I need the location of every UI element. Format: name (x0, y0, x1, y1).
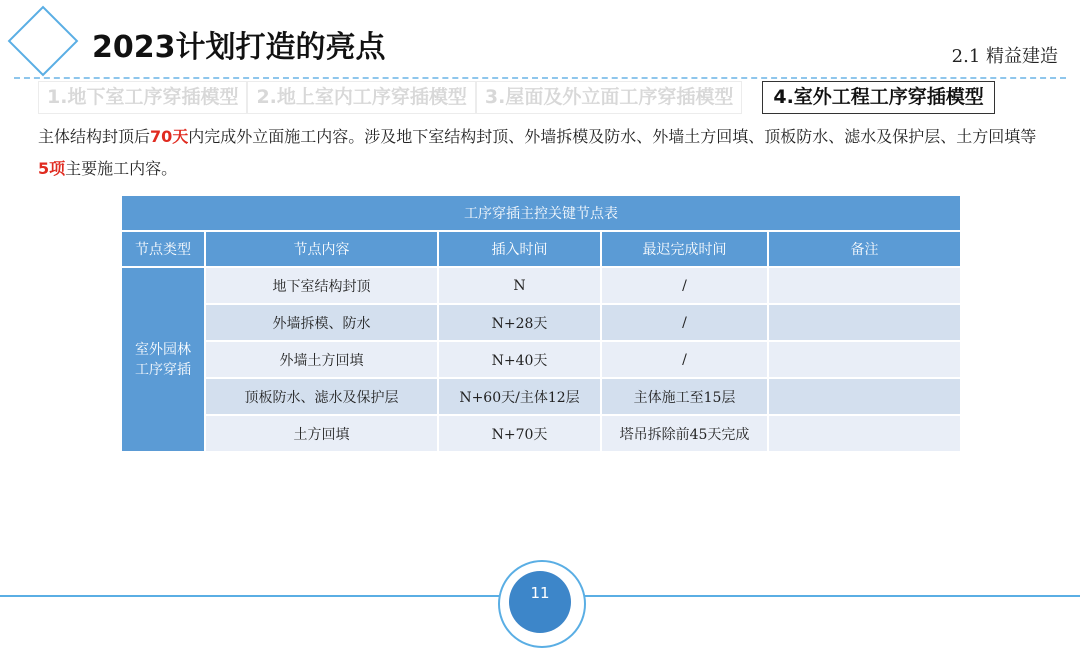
cell-note (768, 378, 961, 415)
intro-text-2: 内完成外立面施工内容。涉及地下室结构封顶、外墙拆模及防水、外墙土方回填、顶板防水、滤水及保护层、土方回填等 (188, 127, 1037, 146)
intro-count-highlight: 5项 (38, 159, 66, 178)
intro-days-highlight: 70天 (150, 127, 189, 146)
cell-insert-time: N (438, 267, 601, 304)
tab-indoor-model[interactable]: 2.地上室内工序穿插模型 (247, 81, 475, 114)
cell-insert-time: N+70天 (438, 415, 601, 452)
cell-deadline: 主体施工至15层 (601, 378, 768, 415)
cell-content: 土方回填 (205, 415, 438, 452)
cell-note (768, 304, 961, 341)
node-table (120, 194, 962, 453)
table-row (121, 267, 961, 304)
tab-basement-model[interactable]: 1.地下室工序穿插模型 (38, 81, 247, 114)
table-row (121, 304, 961, 341)
cell-deadline: / (601, 267, 768, 304)
node-type-label: 室外园林 工序穿插 (135, 341, 191, 378)
page-number: 11 (509, 571, 571, 633)
cell-insert-time: N+28天 (438, 304, 601, 341)
cell-note (768, 341, 961, 378)
cell-content: 外墙土方回填 (205, 341, 438, 378)
table-row (121, 415, 961, 452)
intro-text-3: 主要施工内容。 (65, 159, 178, 178)
cell-note (768, 415, 961, 452)
cell-content: 地下室结构封顶 (205, 267, 438, 304)
cell-content: 外墙拆模、防水 (205, 304, 438, 341)
diamond-logo-icon (8, 6, 79, 77)
cell-insert-time: N+40天 (438, 341, 601, 378)
cell-content: 顶板防水、滤水及保护层 (205, 378, 438, 415)
col-header-note: 备注 (768, 231, 961, 267)
intro-paragraph (38, 121, 1038, 185)
table-row (121, 341, 961, 378)
node-type-cell (121, 267, 205, 452)
header-divider (14, 77, 1066, 79)
tab-roof-facade-model[interactable]: 3.屋面及外立面工序穿插模型 (476, 81, 742, 114)
col-header-deadline: 最迟完成时间 (601, 231, 768, 267)
model-tabs (38, 81, 995, 114)
table-row (121, 378, 961, 415)
cell-insert-time: N+60天/主体12层 (438, 378, 601, 415)
cell-deadline: / (601, 304, 768, 341)
cell-note (768, 267, 961, 304)
cell-deadline: 塔吊拆除前45天完成 (601, 415, 768, 452)
cell-deadline: / (601, 341, 768, 378)
col-header-content: 节点内容 (205, 231, 438, 267)
table-caption: 工序穿插主控关键节点表 (121, 195, 961, 231)
page-title: 2023计划打造的亮点 (92, 30, 386, 65)
section-label: 2.1 精益建造 (951, 46, 1058, 67)
col-header-type: 节点类型 (121, 231, 205, 267)
col-header-insert-time: 插入时间 (438, 231, 601, 267)
tab-outdoor-model[interactable]: 4.室外工程工序穿插模型 (762, 81, 994, 114)
intro-text-1: 主体结构封顶后 (38, 127, 151, 146)
